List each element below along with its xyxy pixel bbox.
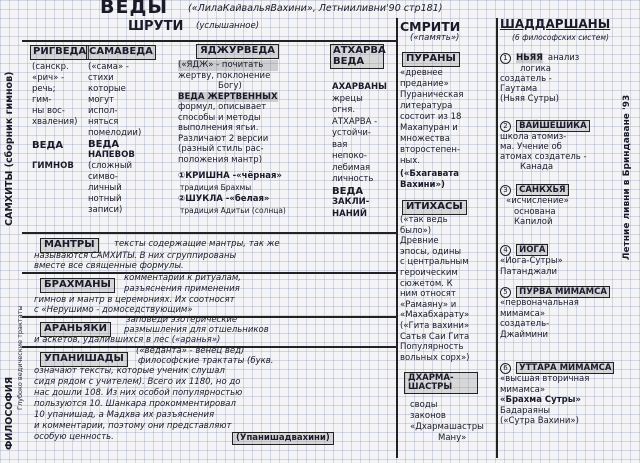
mantras-line-3: вместе все священные формулы. <box>34 261 184 271</box>
divider <box>22 40 397 42</box>
krishna-tradition: ①КРИШНА -«чёрная» <box>178 171 282 181</box>
shaddarshany-heading: ШАДДАРШАНЫ <box>500 17 611 31</box>
smriti-note: («память») <box>410 33 460 43</box>
darshana-5: 5 ПУРВА МИМАМСА «первоначальная мимамса» создатель- Джаймини <box>500 284 618 340</box>
divider <box>22 232 397 234</box>
dharmashastry-label: ДХАРМА-ШАСТРЫ <box>404 372 478 394</box>
yajurveda-label: ЯДЖУРВЕДА <box>196 44 279 59</box>
yajurveda-text: («ЯДЖ» - почитать жертву, поклонение Богу) ВЕДА ЖЕРТВЕННЫХ формул, описывает способы и методы выполнения ягьи. Различают 2 версии (разный стиль рас- положения мантр) <box>178 60 278 165</box>
upanishady-line-7: 10 упанишад, а Мадхва их разъяснения <box>34 410 215 420</box>
upanishady-line-8: и комментарии, поэтому они представляют <box>34 421 232 431</box>
atharvaveda-text: АХАРВАНЫ жрецы огня. АТХАРВА - устойчи- вая непоко- лебимая личность ВЕДА ЗАКЛИ- НАНИЙ <box>332 82 387 219</box>
smriti-heading: СМРИТИ <box>400 19 461 34</box>
rigveda-label: РИГВЕДА <box>30 45 89 60</box>
brahmans-line-1: комментарии к ритуалам, <box>124 273 241 283</box>
brahmans-line-4: с «Нерушимо - домоседствующим» <box>34 305 193 315</box>
darshana-6: 6 УТТАРА МИМАМСА «высшая вторичная мимамса» «Брахма Сутры» Бадараяны («Сутра Вахини») <box>500 360 618 427</box>
title-source: («ЛилаКайвальяВахини», Летнииливни'90 стр181) <box>188 3 443 14</box>
itihasy-text: («так ведь было») Древние эпосы, одины с центральным героическим сюжетом. К ним относят «Рамаяну» и «Махабхарату» («Гита вахини» Сатья Саи Гита Популярность вольных сорх») <box>400 215 470 363</box>
side-label-philosophy: ФИЛОСОФИЯ <box>4 376 15 450</box>
darshana-2: 2 ВАЙШЕШИКА школа атомиз- ма. Учение об атомах создатель - Канада <box>500 118 618 172</box>
shaddarshany-note: (6 философских систем) <box>512 33 609 42</box>
brahmans-line-3: гимнов и мантр в церемониях. Их соотносят <box>34 295 235 305</box>
upanishady-line-6: пользуются 10. Шанкара прокомментировал <box>34 399 236 409</box>
side-label-right: Летние ливни в Бриндаване '93 <box>622 94 632 260</box>
side-label-samhity: САМХИТЫ (сборник гимнов) <box>4 71 15 226</box>
side-label-treatises: Глубоко ведические трактаты <box>16 305 24 410</box>
aranyaki-line-2: размышления для отшельников <box>124 325 269 335</box>
rigveda-text: (санскр. «рич» - речь; гим- ны вос- хваления) ВЕДА ГИМНОВ <box>32 62 78 171</box>
shruti-note: (услышанное) <box>196 21 260 31</box>
upanishady-line-4: сидя рядом с учителем). Всего их 1180, но до <box>34 377 241 387</box>
mantras-line-1: тексты содержащие мантры, так же <box>114 239 280 249</box>
samaveda-text: («сама» - стихи которые могут испол- няться помелодии) ВЕДА НАПЕВОВ (сложный симво- личный нотный записи) <box>88 62 142 215</box>
shukla-tradition-sub: традиция Адитьи (солнца) <box>180 206 286 215</box>
brahmans-line-2: разъяснения применения <box>124 284 240 294</box>
darshana-4: 4 ЙОГА «Йога-Сутры» Патанджали <box>500 245 563 277</box>
darshana-1: 1 НЬЯЯ анализ логика создатель - Гаутама (Ньяя Сутры) <box>500 53 580 104</box>
upanishady-source: (Упанишадвахини) <box>232 432 334 445</box>
upanishady-line-5: нас дошли 108. Из них особой популярностью <box>34 388 243 398</box>
upanishady-line-3: означают тексты, которые ученик слушал <box>34 366 225 376</box>
brahmans-label: БРАХМАНЫ <box>40 278 115 293</box>
purany-text: «древнее предание» Пураническая литература состоит из 18 Махапуран и множества второстепен- ных. («Бхагавата Вахини») <box>400 68 464 190</box>
upanishady-label: УПАНИШАДЫ <box>40 352 128 367</box>
mantras-label: МАНТРЫ <box>40 238 99 253</box>
shukla-tradition: ②ШУКЛА -«белая» <box>178 194 270 204</box>
krishna-tradition-sub: традиция Брахмы <box>180 183 252 192</box>
aranyaki-line-1: заповеди эзотерические <box>126 315 238 325</box>
samaveda-label: САМАВЕДА <box>86 45 156 60</box>
upanishady-line-9: особую ценность. <box>34 432 114 442</box>
dharmashastry-text: своды законов «Дхармашастры Ману» <box>410 400 484 443</box>
aranyaki-line-3: и аскетов, удалившихся в лес («аранья») <box>34 335 221 345</box>
aranyaki-label: АРАНЬЯКИ <box>40 322 111 337</box>
itihasy-label: ИТИХАСЫ <box>402 200 467 215</box>
divider <box>496 18 498 458</box>
shruti-heading: ШРУТИ <box>128 19 184 34</box>
page-title: ВЕДЫ <box>100 0 169 18</box>
atharvaveda-label: АТХАРВА ВЕДА <box>330 44 384 69</box>
purany-label: ПУРАНЫ <box>402 52 460 67</box>
divider <box>396 18 398 458</box>
mantras-line-2: называются САМХИТЫ. В них сгруппированы <box>34 251 237 261</box>
upanishady-line-2: философские трактаты (букв. <box>138 356 274 366</box>
darshana-3: 3 САНКХЬЯ «исчисление» основана Капилой <box>500 182 618 228</box>
upanishady-line-1: («веданта» - венец вед) <box>136 346 245 356</box>
